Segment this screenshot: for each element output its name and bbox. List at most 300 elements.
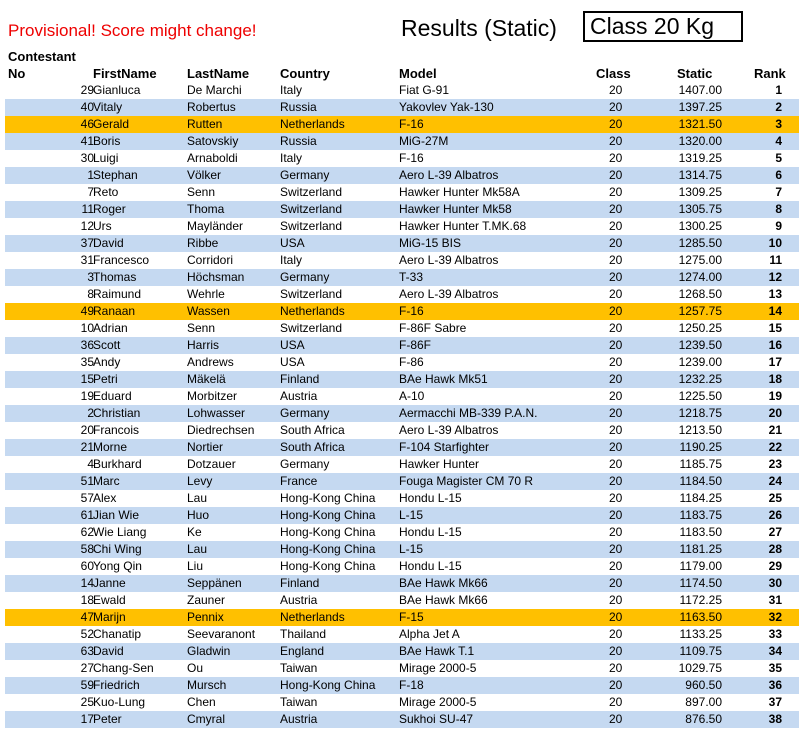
cell-last-name: Lau [187,491,208,505]
cell-contestant-no: 25 [80,695,94,709]
table-row [5,150,799,167]
cell-class: 20 [609,100,623,114]
cell-last-name: Senn [187,321,216,335]
cell-contestant-no: 41 [80,134,94,148]
cell-first-name: David [93,236,124,250]
cell-class: 20 [609,83,623,97]
cell-class: 20 [609,423,623,437]
cell-country: France [280,474,318,488]
cell-rank: 13 [768,287,782,301]
cell-rank: 30 [768,576,782,590]
cell-contestant-no: 19 [80,389,94,403]
cell-first-name: Stephan [93,168,138,182]
cell-first-name: Boris [93,134,121,148]
cell-first-name: Marijn [93,610,126,624]
cell-rank: 29 [768,559,782,573]
cell-country: Switzerland [280,321,343,335]
table-row [5,660,799,677]
cell-last-name: Morbitzer [187,389,238,403]
cell-rank: 33 [768,627,782,641]
cell-first-name: Christian [93,406,141,420]
cell-contestant-no: 3 [87,270,94,284]
cell-model: Mirage 2000-5 [399,695,477,709]
cell-static-score: 1268.50 [678,287,722,301]
cell-model: L-15 [399,542,424,556]
cell-static-score: 1257.75 [678,304,722,318]
cell-contestant-no: 60 [80,559,94,573]
cell-country: Hong-Kong China [280,525,376,539]
cell-country: South Africa [280,440,345,454]
cell-class: 20 [609,134,623,148]
cell-rank: 4 [775,134,782,148]
table-row [5,286,799,303]
cell-first-name: Eduard [93,389,132,403]
table-row [5,184,799,201]
cell-model: Fiat G-91 [399,83,450,97]
cell-last-name: Lohwasser [187,406,246,420]
cell-class: 20 [609,372,623,386]
cell-model: Aermacchi MB-339 P.A.N. [399,406,538,420]
cell-first-name: Kuo-Lung [93,695,146,709]
cell-first-name: Ewald [93,593,126,607]
table-row [5,252,799,269]
cell-first-name: Yong Qin [93,559,142,573]
cell-country: Taiwan [280,661,318,675]
cell-model: F-18 [399,678,424,692]
cell-country: Switzerland [280,185,343,199]
cell-contestant-no: 52 [80,627,94,641]
cell-rank: 14 [768,304,782,318]
cell-static-score: 1184.50 [679,474,722,488]
cell-contestant-no: 4 [87,457,94,471]
cell-class: 20 [609,576,623,590]
cell-class: 20 [609,610,623,624]
cell-static-score: 1239.00 [678,355,722,369]
cell-model: F-86F Sabre [399,321,467,335]
cell-country: Hong-Kong China [280,491,376,505]
table-row [5,303,799,320]
cell-class: 20 [609,355,623,369]
cell-rank: 1 [775,83,782,97]
cell-country: USA [280,355,305,369]
cell-last-name: Nortier [187,440,224,454]
table-row [5,133,799,150]
cell-rank: 17 [768,355,782,369]
cell-static-score: 1275.00 [678,253,722,267]
table-row [5,99,799,116]
cell-country: Russia [280,134,317,148]
cell-contestant-no: 37 [80,236,94,250]
table-row [5,320,799,337]
table-row [5,575,799,592]
table-row [5,711,799,728]
cell-rank: 36 [768,678,782,692]
cell-model: Mirage 2000-5 [399,661,477,675]
cell-last-name: Pennix [187,610,224,624]
cell-rank: 16 [768,338,782,352]
cell-contestant-no: 49 [80,304,94,318]
cell-class: 20 [609,304,623,318]
header-last-name: LastName [187,66,250,81]
table-row [5,592,799,609]
cell-contestant-no: 62 [80,525,94,539]
cell-model: F-16 [399,117,424,131]
cell-country: Germany [280,406,330,420]
table-row [5,269,799,286]
cell-static-score: 1319.25 [678,151,722,165]
cell-contestant-no: 10 [80,321,94,335]
cell-model: Aero L-39 Albatros [399,253,499,267]
cell-model: F-86 [399,355,424,369]
table-row [5,405,799,422]
cell-class: 20 [609,474,623,488]
cell-first-name: Adrian [93,321,128,335]
cell-last-name: Ke [187,525,202,539]
cell-contestant-no: 57 [80,491,94,505]
cell-class: 20 [609,270,623,284]
cell-static-score: 876.50 [685,712,722,726]
cell-class: 20 [609,406,623,420]
header-model: Model [399,66,437,81]
cell-last-name: Mäkelä [187,372,226,386]
cell-last-name: Huo [187,508,210,522]
cell-static-score: 1232.25 [678,372,722,386]
cell-static-score: 1309.25 [678,185,722,199]
cell-static-score: 1183.75 [679,508,722,522]
cell-rank: 2 [775,100,782,114]
cell-last-name: Mayländer [187,219,244,233]
cell-class: 20 [609,525,623,539]
cell-country: Hong-Kong China [280,508,376,522]
cell-class: 20 [609,338,623,352]
cell-first-name: Jian Wie [93,508,140,522]
cell-first-name: Andy [93,355,121,369]
cell-contestant-no: 11 [81,202,94,216]
cell-contestant-no: 29 [80,83,94,97]
cell-country: Switzerland [280,202,343,216]
cell-class: 20 [609,117,623,131]
cell-model: F-16 [399,304,424,318]
cell-model: L-15 [399,508,424,522]
header-no: No [8,66,26,81]
cell-country: Finland [280,372,320,386]
cell-rank: 18 [768,372,782,386]
cell-model: BAe Hawk T.1 [399,644,475,658]
table-row [5,354,799,371]
cell-contestant-no: 36 [80,338,94,352]
table-row [5,626,799,643]
cell-static-score: 1305.75 [678,202,722,216]
cell-first-name: Scott [93,338,121,352]
cell-country: England [280,644,325,658]
cell-class: 20 [609,661,623,675]
cell-country: Italy [280,253,303,267]
cell-first-name: Petri [93,372,118,386]
cell-country: Austria [280,389,318,403]
cell-first-name: Francois [93,423,140,437]
header-static: Static [677,66,713,81]
cell-last-name: Chen [187,695,216,709]
table-row [5,116,799,133]
cell-country: Hong-Kong China [280,678,376,692]
cell-first-name: Morne [93,440,128,454]
cell-rank: 24 [768,474,782,488]
cell-contestant-no: 17 [80,712,94,726]
cell-class: 20 [609,491,623,505]
table-row [5,609,799,626]
cell-last-name: Dotzauer [187,457,236,471]
cell-static-score: 1190.25 [679,440,722,454]
table-row [5,558,799,575]
cell-first-name: Burkhard [93,457,142,471]
cell-static-score: 1029.75 [678,661,722,675]
cell-contestant-no: 1 [87,168,94,182]
cell-first-name: Peter [93,712,122,726]
cell-last-name: Ou [187,661,204,675]
cell-class: 20 [609,678,623,692]
cell-class: 20 [609,321,623,335]
cell-model: Hondu L-15 [399,559,462,573]
cell-model: Aero L-39 Albatros [399,423,499,437]
cell-first-name: Thomas [93,270,137,284]
cell-static-score: 1314.75 [678,168,722,182]
cell-contestant-no: 61 [80,508,94,522]
cell-country: Italy [280,151,303,165]
table-row [5,439,799,456]
cell-first-name: Chi Wing [93,542,142,556]
cell-rank: 21 [768,423,782,437]
cell-rank: 37 [768,695,782,709]
cell-last-name: Cmyral [187,712,225,726]
cell-model: Alpha Jet A [399,627,460,641]
cell-model: Hondu L-15 [399,491,462,505]
cell-rank: 27 [768,525,782,539]
cell-last-name: Völker [187,168,222,182]
cell-model: F-15 [399,610,424,624]
header-class: Class [596,66,631,81]
cell-static-score: 897.00 [685,695,722,709]
table-row [5,456,799,473]
cell-static-score: 1250.25 [678,321,722,335]
cell-model: F-16 [399,151,424,165]
cell-first-name: David [93,644,124,658]
cell-last-name: Arnaboldi [187,151,238,165]
cell-model: Aero L-39 Albatros [399,287,499,301]
cell-last-name: Rutten [187,117,223,131]
cell-rank: 32 [768,610,782,624]
cell-static-score: 1184.25 [679,491,722,505]
cell-class: 20 [609,219,623,233]
cell-class: 20 [609,508,623,522]
cell-static-score: 1285.50 [678,236,722,250]
cell-contestant-no: 2 [87,406,94,420]
cell-contestant-no: 40 [80,100,94,114]
cell-model: BAe Hawk Mk66 [399,576,488,590]
table-row [5,541,799,558]
cell-static-score: 1321.50 [678,117,722,131]
cell-static-score: 1239.50 [678,338,722,352]
cell-contestant-no: 58 [80,542,94,556]
cell-static-score: 1179.00 [679,559,722,573]
cell-contestant-no: 27 [80,661,94,675]
cell-class: 20 [609,457,623,471]
header-contestant: Contestant [8,49,76,64]
cell-last-name: Lau [187,542,208,556]
cell-country: Hong-Kong China [280,559,376,573]
table-row [5,422,799,439]
header-first-name: FirstName [93,66,157,81]
cell-model: Hondu L-15 [399,525,462,539]
cell-static-score: 1274.00 [678,270,722,284]
results-table [5,82,799,728]
cell-rank: 12 [768,270,782,284]
cell-contestant-no: 20 [80,423,94,437]
cell-model: BAe Hawk Mk51 [399,372,488,386]
cell-last-name: De Marchi [187,83,242,97]
cell-country: Netherlands [280,117,345,131]
cell-class: 20 [609,389,623,403]
cell-last-name: Zauner [187,593,226,607]
cell-class: 20 [609,712,623,726]
cell-country: Germany [280,457,330,471]
table-row [5,388,799,405]
table-row [5,677,799,694]
cell-rank: 26 [768,508,782,522]
table-row [5,643,799,660]
cell-rank: 20 [768,406,782,420]
cell-model: BAe Hawk Mk66 [399,593,488,607]
table-row [5,201,799,218]
cell-country: Austria [280,593,318,607]
cell-rank: 5 [775,151,782,165]
cell-class: 20 [609,185,623,199]
cell-last-name: Diedrechsen [187,423,255,437]
cell-first-name: Reto [93,185,119,199]
cell-rank: 6 [775,168,782,182]
table-row [5,490,799,507]
cell-class: 20 [609,202,623,216]
cell-last-name: Liu [187,559,204,573]
table-row [5,694,799,711]
cell-static-score: 1407.00 [678,83,722,97]
cell-rank: 23 [768,457,782,471]
cell-contestant-no: 7 [87,185,94,199]
cell-country: USA [280,236,305,250]
cell-rank: 31 [768,593,782,607]
cell-class: 20 [609,627,623,641]
cell-last-name: Levy [187,474,213,488]
cell-model: A-10 [399,389,425,403]
cell-first-name: Gerald [93,117,130,131]
cell-static-score: 1225.50 [678,389,722,403]
cell-first-name: Vitaly [93,100,123,114]
cell-first-name: Roger [93,202,126,216]
cell-first-name: Francesco [93,253,150,267]
cell-last-name: Seevaranont [187,627,256,641]
cell-rank: 11 [769,253,782,267]
cell-country: USA [280,338,305,352]
cell-static-score: 1300.25 [678,219,722,233]
page-title: Results (Static) [401,15,557,41]
cell-model: MiG-15 BIS [399,236,462,250]
cell-first-name: Raimund [93,287,142,301]
cell-static-score: 1397.25 [678,100,722,114]
cell-last-name: Gladwin [187,644,231,658]
table-row [5,507,799,524]
cell-class: 20 [609,542,623,556]
header-rank: Rank [754,66,786,81]
cell-rank: 15 [768,321,782,335]
cell-last-name: Thoma [187,202,225,216]
cell-first-name: Urs [93,219,112,233]
table-row [5,167,799,184]
table-row [5,82,799,99]
cell-first-name: Friedrich [93,678,140,692]
cell-last-name: Wassen [187,304,230,318]
cell-last-name: Satovskiy [187,134,239,148]
cell-class: 20 [609,168,623,182]
cell-country: Hong-Kong China [280,542,376,556]
cell-country: Italy [280,83,303,97]
cell-rank: 19 [768,389,782,403]
cell-first-name: Gianluca [93,83,141,97]
cell-rank: 34 [768,644,782,658]
cell-model: Aero L-39 Albatros [399,168,499,182]
cell-last-name: Andrews [187,355,234,369]
cell-rank: 22 [768,440,782,454]
cell-first-name: Alex [93,491,117,505]
cell-rank: 28 [768,542,782,556]
cell-contestant-no: 51 [80,474,94,488]
cell-static-score: 1213.50 [678,423,722,437]
table-row [5,371,799,388]
cell-rank: 35 [768,661,782,675]
cell-country: Netherlands [280,304,345,318]
cell-last-name: Mursch [187,678,227,692]
cell-contestant-no: 47 [80,610,94,624]
cell-country: Russia [280,100,317,114]
cell-first-name: Ranaan [93,304,136,318]
cell-model: MiG-27M [399,134,449,148]
table-row [5,235,799,252]
cell-country: Switzerland [280,219,343,233]
cell-last-name: Senn [187,185,216,199]
cell-last-name: Robertus [187,100,236,114]
cell-first-name: Chanatip [93,627,142,641]
cell-static-score: 1185.75 [679,457,722,471]
cell-last-name: Seppänen [187,576,242,590]
cell-model: Hawker Hunter Mk58A [399,185,520,199]
cell-model: Yakovlev Yak-130 [399,100,494,114]
cell-contestant-no: 21 [80,440,94,454]
cell-last-name: Wehrle [187,287,225,301]
cell-class: 20 [609,440,623,454]
cell-contestant-no: 59 [80,678,94,692]
cell-contestant-no: 15 [80,372,94,386]
provisional-note: Provisional! Score might change! [8,21,257,40]
cell-static-score: 1172.25 [679,593,722,607]
cell-country: Thailand [280,627,327,641]
cell-country: Germany [280,168,330,182]
cell-static-score: 1109.75 [679,644,722,658]
cell-model: Hawker Hunter T.MK.68 [399,219,527,233]
cell-contestant-no: 12 [80,219,94,233]
cell-class: 20 [609,151,623,165]
table-row [5,218,799,235]
cell-rank: 3 [775,117,782,131]
cell-contestant-no: 35 [80,355,94,369]
cell-contestant-no: 18 [80,593,94,607]
